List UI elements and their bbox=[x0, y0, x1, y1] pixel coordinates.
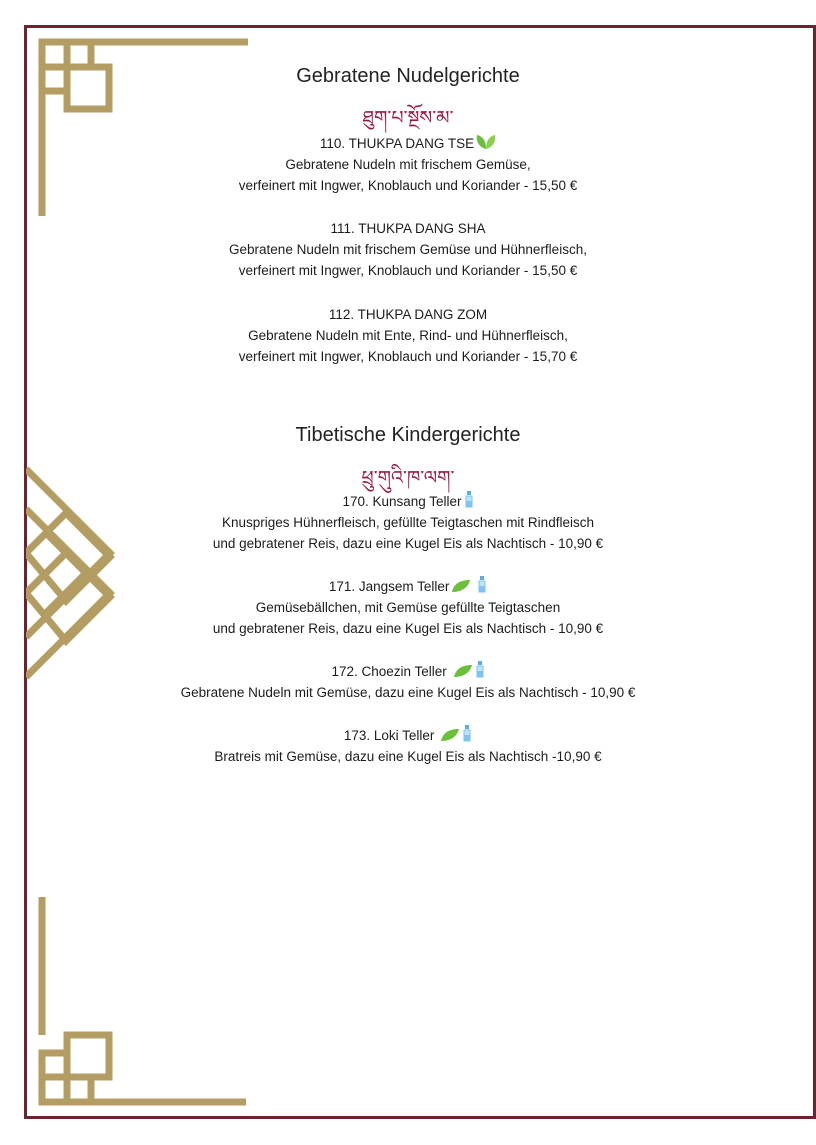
tibetan-title-noodles: ཐུག་པ་སྔོས་མ་ bbox=[362, 107, 454, 129]
menu-item-111 bbox=[0, 218, 816, 281]
section-title-noodles: Gebratene Nudelgerichte bbox=[296, 65, 520, 87]
item-name: 111. THUKPA DANG SHA bbox=[330, 221, 486, 236]
item-description: Gebratene Nudeln mit frischem Gemüse, bbox=[285, 157, 531, 172]
leaf-icon bbox=[440, 728, 460, 742]
item-name: 173. Loki Teller bbox=[0, 724, 816, 746]
item-name: 172. Choezin Teller bbox=[0, 660, 816, 682]
menu-item-172 bbox=[0, 660, 816, 703]
item-description: Gebratene Nudeln mit Ente, Rind- und Hühnerfleisch, bbox=[248, 328, 568, 343]
leaf-icon bbox=[451, 579, 471, 593]
tibetan-title-kids: ཕྲུ་གུའི་ཁ་ལག་ bbox=[361, 467, 455, 489]
menu-item-173 bbox=[0, 724, 816, 767]
item-description: verfeinert mit Ingwer, Knoblauch und Koriander - 15,50 € bbox=[238, 178, 578, 193]
menu-item-171 bbox=[0, 575, 816, 639]
item-name: 171. Jangsem Teller bbox=[0, 575, 816, 597]
item-description: Knuspriges Hühnerfleisch, gefüllte Teigtaschen mit Rindfleisch bbox=[222, 515, 594, 530]
item-description: und gebratener Reis, dazu eine Kugel Eis als Nachtisch - 10,90 € bbox=[212, 621, 604, 636]
item-description: und gebratener Reis, dazu eine Kugel Eis als Nachtisch - 10,90 € bbox=[212, 536, 604, 551]
bottle-icon bbox=[475, 660, 485, 678]
item-description: Gebratene Nudeln mit Gemüse, dazu eine Kugel Eis als Nachtisch - 10,90 € bbox=[180, 685, 636, 700]
item-description: verfeinert mit Ingwer, Knoblauch und Koriander - 15,50 € bbox=[238, 263, 578, 278]
bottle-icon bbox=[462, 724, 472, 742]
item-name: 112. THUKPA DANG ZOM bbox=[328, 307, 488, 322]
item-description: Gebratene Nudeln mit frischem Gemüse und Hühnerfleisch, bbox=[229, 242, 587, 257]
item-name: 170. Kunsang Teller bbox=[0, 490, 816, 512]
corner-ornament-bottom-left bbox=[38, 895, 250, 1107]
bottle-icon bbox=[464, 490, 474, 508]
menu-item-112 bbox=[0, 304, 816, 367]
bottle-icon bbox=[477, 575, 487, 593]
menu-item-110 bbox=[0, 133, 816, 196]
item-description: Gemüsebällchen, mit Gemüse gefüllte Teigtaschen bbox=[255, 600, 561, 615]
leaf-icon bbox=[476, 134, 496, 150]
section-title-kids: Tibetische Kindergerichte bbox=[295, 424, 521, 446]
item-description: Bratreis mit Gemüse, dazu eine Kugel Eis als Nachtisch -10,90 € bbox=[214, 749, 602, 764]
item-name: 110. THUKPA DANG TSE bbox=[0, 133, 816, 154]
menu-item-170 bbox=[0, 490, 816, 554]
item-description: verfeinert mit Ingwer, Knoblauch und Koriander - 15,70 € bbox=[238, 349, 578, 364]
leaf-icon bbox=[453, 664, 473, 678]
